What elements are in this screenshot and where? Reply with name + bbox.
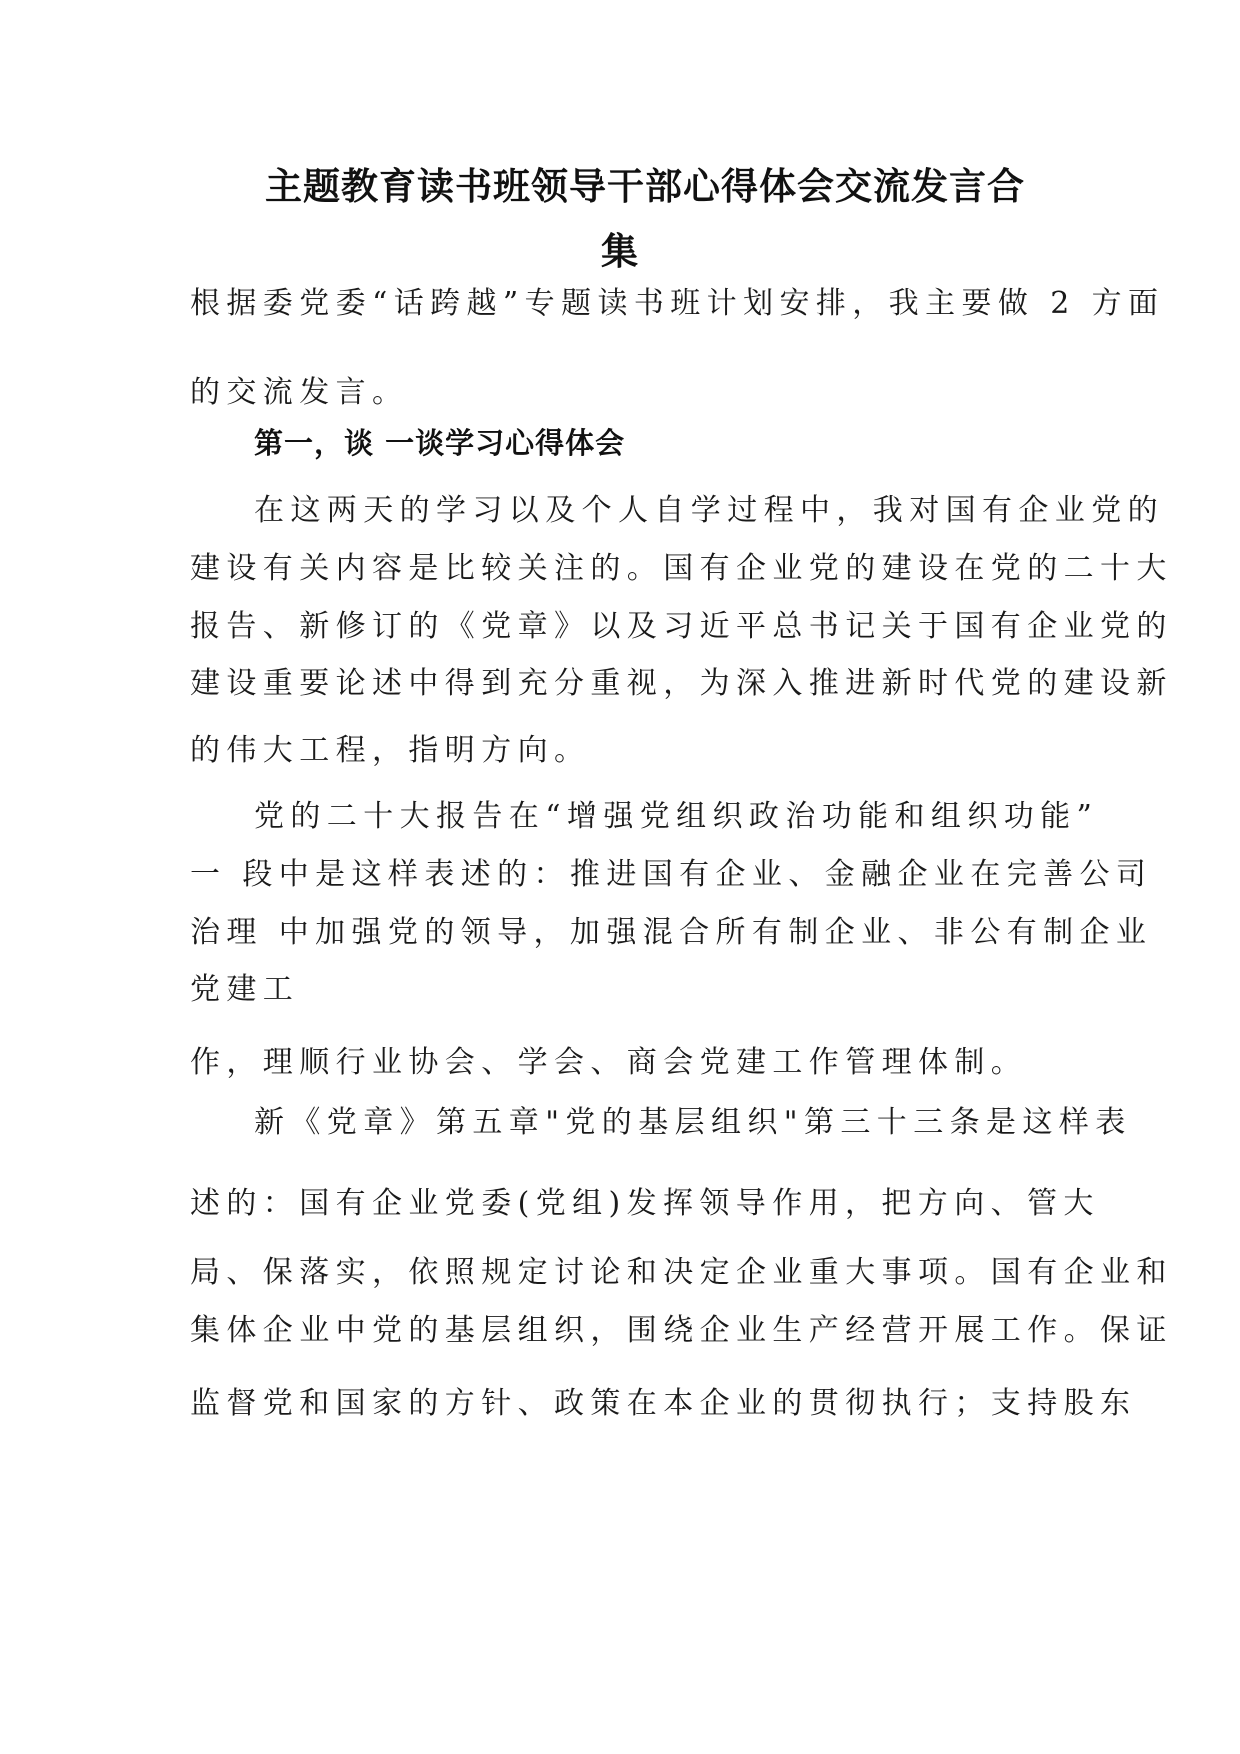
body-line: 的交流发言。 [190,375,409,410]
body-line: 治理 中加强党的领导，加强混合所有制企业、非公有制企业 [190,915,1153,950]
body-line: 党的二十大报告在“增强党组织政治功能和组织功能” [254,799,1099,834]
body-line: 新《党章》第五章"党的基层组织"第三十三条是这样表 [254,1105,1132,1140]
document-title-line-2: 集 [601,230,639,273]
body-line: 局、保落实，依照规定讨论和决定企业重大事项。国有企业和 [190,1255,1173,1290]
body-line: 报告、新修订的《党章》以及习近平总书记关于国有企业党的 [190,609,1173,644]
body-line: 建设重要论述中得到充分重视，为深入推进新时代党的建设新 [190,666,1173,701]
body-line: 在这两天的学习以及个人自学过程中，我对国有企业党的 [254,493,1164,528]
body-line: 监督党和国家的方针、政策在本企业的贯彻执行；支持股东 [190,1386,1137,1421]
body-line: 作，理顺行业协会、学会、商会党建工作管理体制。 [190,1045,1028,1080]
document-title-line-1: 主题教育读书班领导干部心得体会交流发言合 [265,165,1025,208]
body-line: 党建工 [190,972,300,1007]
body-line: 建设有关内容是比较关注的。国有企业党的建设在党的二十大 [190,551,1173,586]
body-line: 述的：国有企业党委(党组)发挥领导作用，把方向、管大 [190,1186,1100,1221]
body-line: 根据委党委“话跨越”专题读书班计划安排，我主要做 2 方面 [190,286,1165,321]
body-line: 集体企业中党的基层组织，围绕企业生产经营开展工作。保证 [190,1313,1173,1348]
body-line: 一 段中是这样表述的：推进国有企业、金融企业在完善公司 [190,857,1153,892]
body-line: 的伟大工程，指明方向。 [190,733,591,768]
section-heading: 第一，谈 一谈学习心得体会 [254,426,626,460]
